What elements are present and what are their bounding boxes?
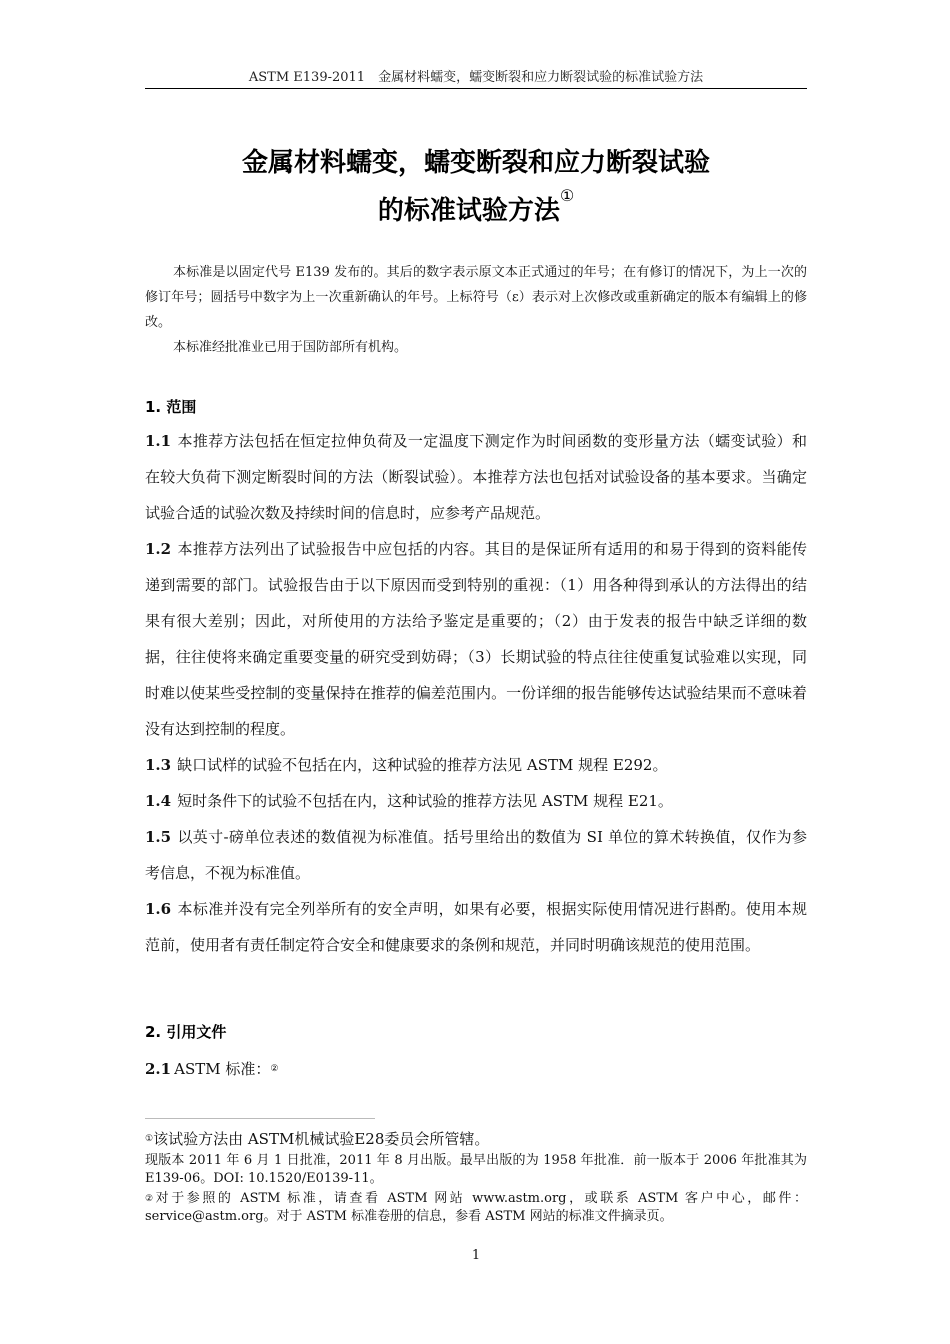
clause-1-6 [145, 891, 807, 963]
section-1-heading: 1. 范围 [145, 398, 197, 416]
clause-text: 缺口试样的试验不包括在内，这种试验的推荐方法见 ASTM 规程 E292。 [177, 756, 668, 774]
footnote-2 [145, 1190, 807, 1226]
title-line-2-text: 的标准试验方法 [377, 196, 560, 226]
section-1-body [145, 423, 807, 963]
clause-number: 1.6 [145, 900, 172, 918]
header-rule [145, 88, 807, 89]
footnote-1-continued: 现版本 2011 年 6 月 1 日批准，2011 年 8 月出版。最早出版的为 1958 年批准．前一版本于 2006 年批准其为 E139-06。DOI: 10.1520/E0139-11。 [145, 1153, 807, 1186]
footnote-1-mark: ① [145, 1134, 154, 1144]
footnote-1 [145, 1128, 807, 1150]
clause-text: 本推荐方法包括在恒定拉伸负荷及一定温度下测定作为时间函数的变形量方法（蠕变试验）和在较大负荷下测定断裂时间的方法（断裂试验）。本推荐方法也包括对试验设备的基本要求。当确定试验合适的试验次数及持续时间的信息时，应参考产品规范。 [145, 432, 807, 522]
clause-1-5 [145, 819, 807, 891]
clause-number: 1.3 [145, 756, 172, 774]
footnote-2-text: 对于参照的 ASTM 标准，请查看 ASTM 网站 www.astm.org，或联系 ASTM 客户中心，邮件：service@astm.org。对于 ASTM 标准卷册的信息，参看 ASTM 网站的标准文件摘录页。 [145, 1191, 807, 1224]
footnotes [145, 1128, 807, 1228]
clause-text: 以英寸-磅单位表述的数值视为标准值。括号里给出的数值为 SI 单位的算术转换值，仅作为参考信息，不视为标准值。 [145, 828, 807, 882]
clause-1-2 [145, 531, 807, 747]
document-title-line-2 [145, 186, 807, 227]
intro-paragraph-1: 本标准是以固定代号 E139 发布的。其后的数字表示原文本正式通过的年号；在有修订的情况下，为上一次的修订年号；圆括号中数字为上一次重新确认的年号。上标符号（ε）表示对上次修改或重新确定的版本有编辑上的修改。 [145, 265, 807, 330]
footnote-1-text: 该试验方法由 ASTM机械试验E28委员会所管辖。 [153, 1130, 490, 1148]
clause-number: 1.1 [145, 432, 172, 450]
clause-text: ASTM 标准： [174, 1060, 271, 1078]
section-2-heading: 2. 引用文件 [145, 1023, 227, 1041]
footnote-separator [145, 1118, 375, 1119]
footnote-ref-2[interactable]: ② [270, 1064, 279, 1074]
clause-text: 本推荐方法列出了试验报告中应包括的内容。其目的是保证所有适用的和易于得到的资料能传递到需要的部门。试验报告由于以下原因而受到特别的重视：（1）用各种得到承认的方法得出的结果有很大差别；因此，对所使用的方法给予鉴定是重要的；（2）由于发表的报告中缺乏详细的数据，往往使将来确定重要变量的研究受到妨碍；（3）长期试验的特点往往使重复试验难以实现，同时难以使某些受控制的变量保持在推荐的偏差范围内。一份详细的报告能够传达试验结果而不意味着没有达到控制的程度。 [145, 540, 807, 738]
clause-1-3 [145, 747, 807, 783]
title-footnote-mark[interactable]: ① [559, 186, 575, 205]
clause-number: 2.1 [145, 1060, 172, 1078]
footnote-2-mark: ② [145, 1194, 156, 1204]
clause-2-1 [145, 1051, 807, 1087]
section-2-body [145, 1051, 807, 1087]
clause-1-1 [145, 423, 807, 531]
clause-number: 1.4 [145, 792, 172, 810]
document-title-line-1 [145, 142, 807, 179]
clause-1-4 [145, 783, 807, 819]
running-header: ASTM E139-2011 金属材料蠕变，蠕变断裂和应力断裂试验的标准试验方法 [248, 70, 704, 85]
title-line-1-text: 金属材料蠕变，蠕变断裂和应力断裂试验 [241, 148, 710, 178]
clause-number: 1.2 [145, 540, 172, 558]
intro-paragraph-2: 本标准经批准业已用于国防部所有机构。 [173, 340, 408, 355]
clause-number: 1.5 [145, 828, 172, 846]
clause-text: 本标准并没有完全列举所有的安全声明，如果有必要，根据实际使用情况进行斟酌。使用本规范前，使用者有责任制定符合安全和健康要求的条例和规范，并同时明确该规范的使用范围。 [145, 900, 807, 954]
page-number: 1 [471, 1248, 481, 1263]
clause-text: 短时条件下的试验不包括在内，这种试验的推荐方法见 ASTM 规程 E21。 [177, 792, 673, 810]
intro-block [145, 260, 807, 360]
